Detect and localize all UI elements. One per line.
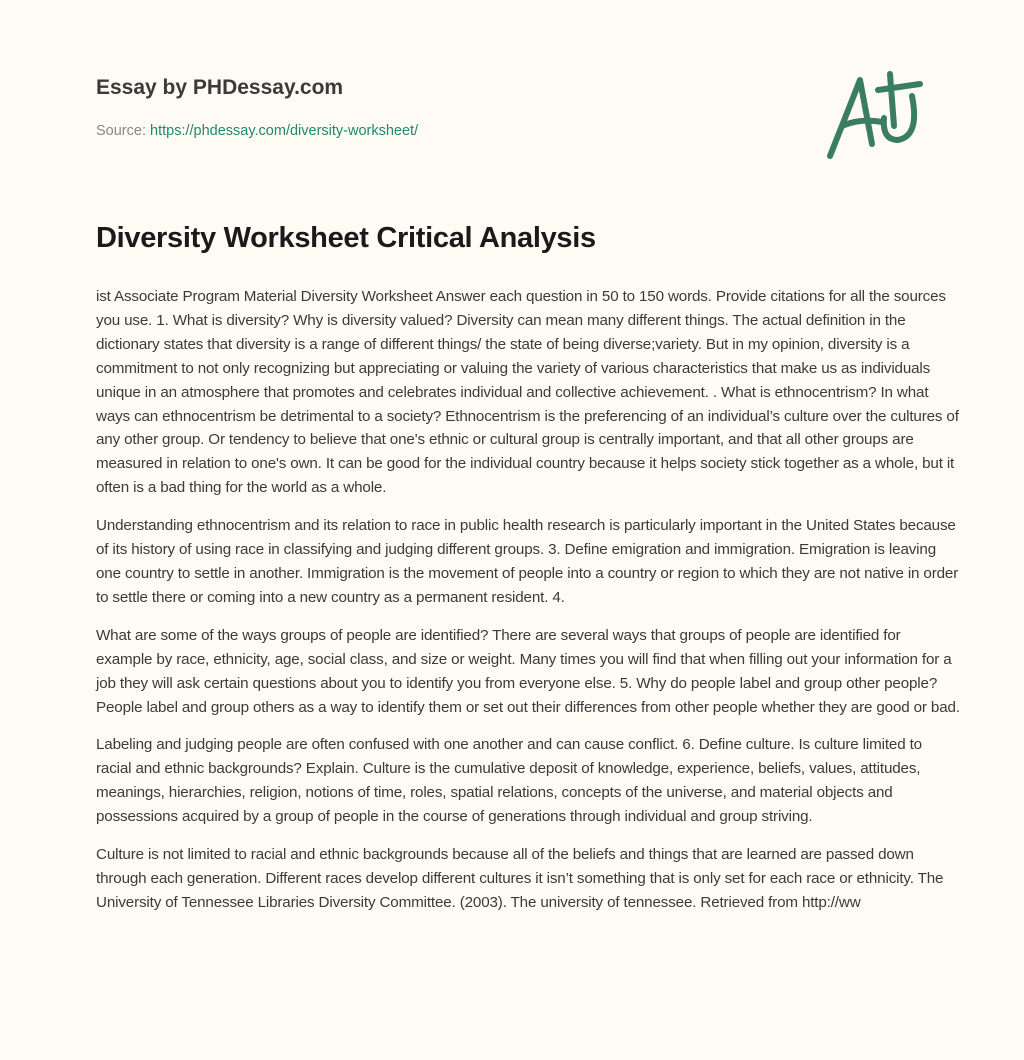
paragraph: ist Associate Program Material Diversity Worksheet Answer each question in 50 to 150 words. Provide citations for all the sources you use. 1. What is diversity? Why is diversity valued? Diversity can mean many different things. The actual definition in the dictionary states that diversity is a range of different things/ the state of being diverse;variety. But in my opinion, diversity is a commitment to not only recognizing but appreciating or valuing the variety of various characteristics that make us as individuals unique in an atmosphere that promotes and celebrates individual and collective achievement. . What is ethnocentrism? In what ways can ethnocentrism be detrimental to a society? Ethnocentrism is the preferencing of an individual’s culture over the cultures of any other group. Or tendency to believe that one's ethnic or cultural group is centrally important, and that all other groups are measured in relation to one's own. It can be good for the individual country because it helps society stick together as a whole, but it often is a bad thing for the world as a whole. — [96, 288, 959, 497]
source-link[interactable]: https://phdessay.com/diversity-worksheet/ — [150, 123, 419, 139]
paragraph: Understanding ethnocentrism and its relation to race in public health research is particularly important in the United States because of its history of using race in classifying and judging different groups. 3. Define emigration and immigration. Emigration is leaving one country to settle in another. Immigration is the movement of people into a country or region to which they are not native in order to settle there or coming into a new country as a permanent resident. 4. — [96, 517, 959, 606]
article-title: Diversity Worksheet Critical Analysis — [96, 222, 596, 254]
paragraph: Labeling and judging people are often confused with one another and can cause conflict. 6. Define culture. Is culture limited to racial and ethnic backgrounds? Explain. Culture is the cumulative deposit of knowledge, experience, beliefs, values, attitudes, meanings, hierarchies, religion, notions of time, roles, spatial relations, concepts of the universe, and material objects and possessions acquired by a group of people in the course of generations through individual and group striving. — [96, 736, 922, 826]
paragraph: Culture is not limited to racial and ethnic backgrounds because all of the beliefs and things that are learned are passed down through each generation. Different races develop different cultures it isn’t something that is only set for each race or ethnicity. The University of Tennessee Libraries Diversity Committee. (2003). The university of tennessee. Retrieved from http://ww — [96, 846, 944, 911]
site-brand: Essay by PHDessay.com — [96, 76, 344, 99]
source-label: Source: — [96, 123, 146, 139]
paragraph: What are some of the ways groups of people are identified? There are several ways that groups of people are identified for example by race, ethnicity, age, social class, and size or weight. Many times you will find that when filling out your information for a job they will ask certain questions about you to identify you from everyone else. 5. Why do people label and group other people? People label and group others as a way to identify them or set out their differences from other people whether they are good or bad. — [96, 626, 960, 716]
a-plus-logo-icon — [820, 66, 930, 166]
article-body — [96, 285, 960, 929]
source-line — [96, 123, 418, 139]
